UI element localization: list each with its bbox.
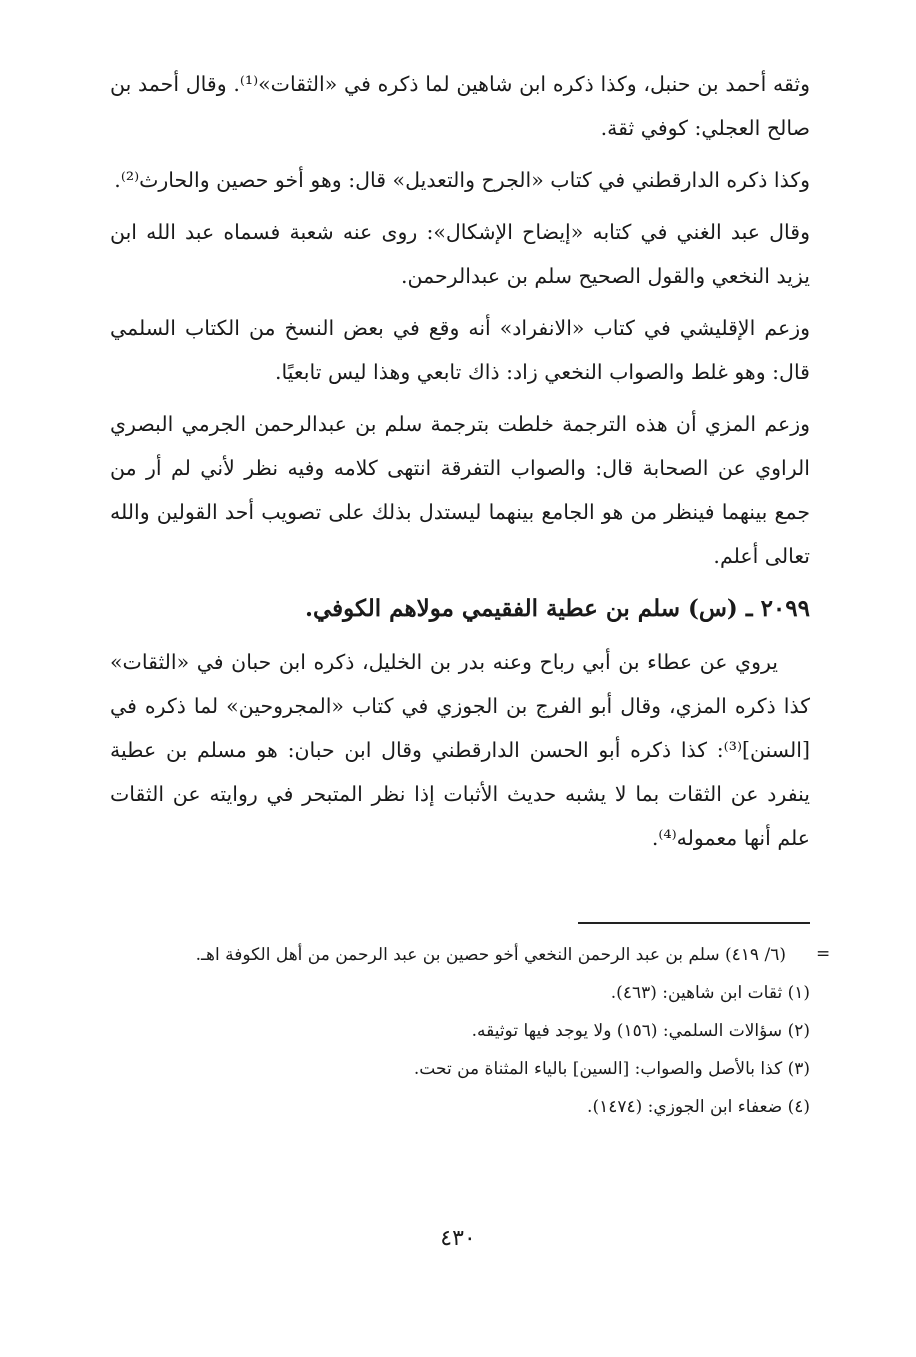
footnote-item: (٢) سؤالات السلمي: (١٥٦) ولا يوجد فيها توثيقه. bbox=[471, 1021, 810, 1041]
footnote-item: (١) ثقات ابن شاهين: (٤٦٣). bbox=[610, 983, 810, 1003]
paragraph: وكذا ذكره الدارقطني في كتاب «الجرح والتعديل» قال: وهو أخو حصين والحارث⁽²⁾. bbox=[114, 168, 810, 192]
footnote-item: (٤) ضعفاء ابن الجوزي: (١٤٧٤). bbox=[587, 1097, 810, 1117]
entry-heading: ٢٠٩٩ ـ (س) سلم بن عطية الفقيمي مولاهم الكوفي. bbox=[304, 595, 810, 622]
footnotes bbox=[110, 936, 810, 1126]
page-number: ٤٣٠ bbox=[440, 1226, 476, 1251]
main-text bbox=[110, 62, 810, 868]
footnote-separator bbox=[578, 922, 810, 924]
footnote-continuation: (٦/ ٤١٩) سلم بن عبد الرحمن النخعي أخو حصين بن عبد الرحمن من أهل الكوفة اهـ. bbox=[195, 945, 786, 965]
footnote-continuation-mark: = bbox=[816, 944, 831, 964]
footnote-item: (٣) كذا بالأصل والصواب: [السين] بالياء المثناة من تحت. bbox=[413, 1059, 810, 1079]
paragraph: وقال عبد الغني في كتابه «إيضاح الإشكال»: روى عنه شعبة فسماه عبد الله ابن يزيد النخعي والقول الصحيح سلم بن عبدالرحمن. bbox=[110, 220, 811, 288]
paragraph: وزعم المزي أن هذه الترجمة خلطت بترجمة سلم بن عبدالرحمن الجرمي البصري الراوي عن الصحابة قال: والصواب التفرقة انتهى كلامه وفيه نظر لأني لم أر من جمع بينهما فينظر من هو الجامع بينهما ليستدل بذلك على تصويب أحد القولين والله تعالى أعلم. bbox=[110, 412, 810, 568]
paragraph: وزعم الإقليشي في كتاب «الانفراد» أنه وقع في بعض النسخ من الكتاب السلمي قال: وهو غلط والصواب النخعي زاد: ذاك تابعي وهذا ليس تابعيًا. bbox=[110, 316, 810, 384]
entry-body: يروي عن عطاء بن أبي رباح وعنه بدر بن الخليل، ذكره ابن حبان في «الثقات» كذا ذكره المزي، وقال أبو الفرج بن الجوزي في كتاب «المجروحين» لما ذكره في [السنن]⁽³⁾: كذا ذكره أبو الحسن الدارقطني وقال ابن حبان: هو مسلم بن عطية ينفرد عن الثقات بما لا يشبه حديث الأثبات إذا نظر المتبحر في روايته عن الثقات علم أنها معموله⁽⁴⁾. bbox=[110, 650, 810, 850]
paragraph: وثقه أحمد بن حنبل، وكذا ذكره ابن شاهين لما ذكره في «الثقات»⁽¹⁾. وقال أحمد بن صالح العجلي: كوفي ثقة. bbox=[110, 72, 810, 140]
